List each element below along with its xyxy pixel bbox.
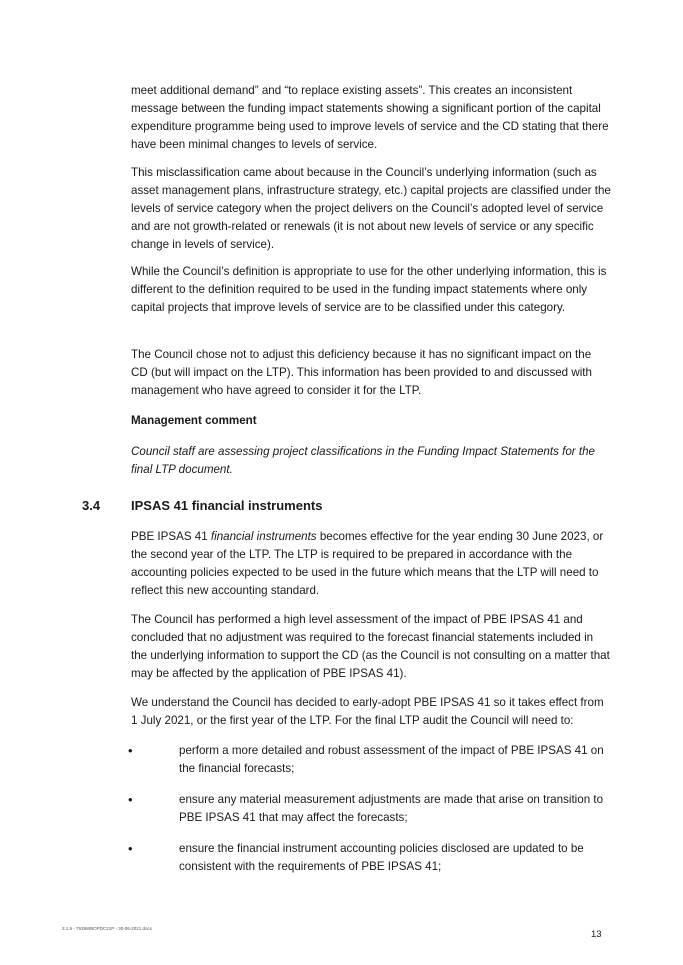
management-comment-text: Council staff are assessing project classifications in the Funding Impact Statements for the final LTP document. — [131, 445, 595, 476]
text-run: becomes effective for the year ending 30 June 2023, or the second year of the LTP. The LTP is required to be prepared in accordance with the accounting policies expected to be used in the future which means that the LTP will need to reflect this new accounting standard. — [131, 530, 604, 597]
list-item: ensure the financial instrument accounting policies disclosed are updated to be consistent with the requirements of PBE IPSAS 41; — [179, 842, 584, 873]
body-paragraph — [131, 528, 611, 600]
list-item: perform a more detailed and robust assessment of the impact of PBE IPSAS 41 on the financial forecasts; — [179, 744, 604, 775]
text-run: PBE IPSAS 41 — [131, 530, 211, 543]
body-paragraph: This misclassification came about because in the Council’s underlying information (such as asset management plans, infrastructure strategy, etc.) capital projects are classified under the levels of service category when the project delivers on the Council’s adopted level of service and are not growth-related or renewals (it is not about new levels of service or any specific change in levels of service). — [131, 166, 611, 251]
body-paragraph: While the Council’s definition is appropriate to use for the other underlying information, this is different to the definition required to be used in the funding impact statements where only capital projects that improve levels of service are to be classified under this category. — [131, 265, 607, 314]
section-number: 3.4 — [82, 498, 101, 513]
body-paragraph: meet additional demand” and “to replace existing assets”. This creates an inconsistent message between the funding impact statements showing a significant portion of the capital expenditure programme being used to improve levels of service and the CD stating that there have been minimal changes to levels of service. — [131, 84, 609, 151]
bullet-icon: • — [128, 743, 133, 758]
page-number: 13 — [591, 929, 602, 940]
management-comment-heading: Management comment — [131, 414, 257, 427]
footer-document-reference: 3.1.9 - 7939WBOPDC21P - 30-06-2021.docx — [62, 926, 152, 931]
section-title: IPSAS 41 financial instruments — [131, 498, 323, 513]
body-paragraph: The Council has performed a high level assessment of the impact of PBE IPSAS 41 and concluded that no adjustment was required to the forecast financial statements included in the underlying information to support the CD (as the Council is not consulting on a matter that may be affected by the application of PBE IPSAS 41). — [131, 613, 610, 680]
list-item: ensure any material measurement adjustments are made that arise on transition to PBE IPSAS 41 that may affect the forecasts; — [179, 793, 604, 824]
body-paragraph: We understand the Council has decided to early-adopt PBE IPSAS 41 so it takes effect from 1 July 2021, or the first year of the LTP. For the final LTP audit the Council will need to: — [131, 696, 604, 727]
text-run-italic: financial instruments — [210, 530, 317, 543]
body-paragraph: The Council chose not to adjust this deficiency because it has no significant impact on the CD (but will impact on the LTP). This information has been provided to and discussed with management who have agreed to consider it for the LTP. — [131, 348, 592, 397]
bullet-icon: • — [128, 792, 133, 807]
bullet-icon: • — [128, 841, 133, 856]
